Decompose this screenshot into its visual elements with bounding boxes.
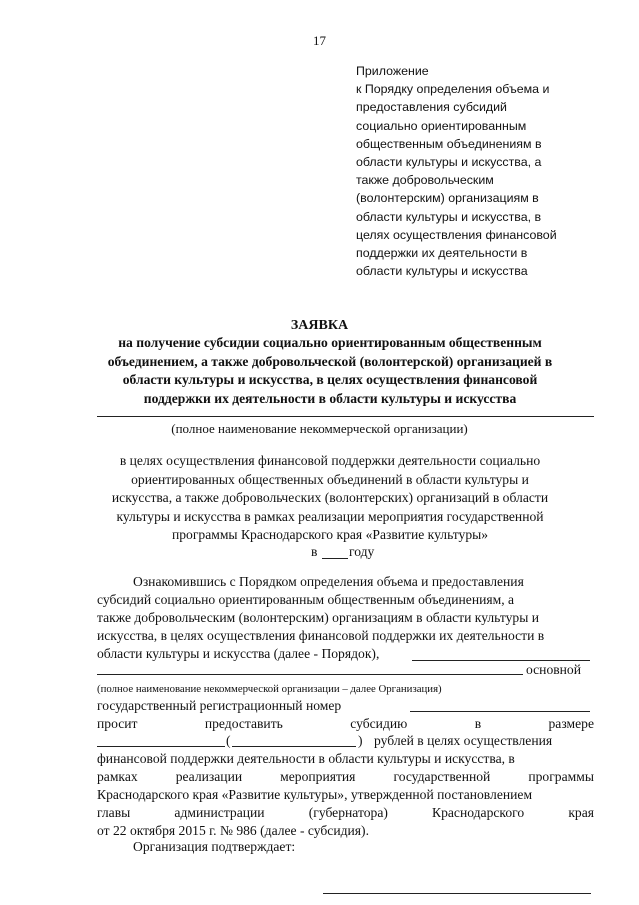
body-word: просит (97, 716, 138, 731)
appendix-line: области культуры и искусства, а (356, 155, 542, 170)
body-word: Краснодарского (432, 805, 525, 820)
body-word: (губернатора) (308, 805, 388, 820)
body-word: размере (548, 716, 594, 731)
amount-blank (97, 746, 225, 747)
body-justified-line (97, 769, 594, 785)
year-prefix: в (311, 544, 318, 559)
year-blank (322, 558, 348, 559)
body-line: государственный регистрационный номер (97, 698, 342, 713)
paren-open: ( (226, 733, 231, 748)
body-word: реализации (175, 769, 243, 784)
body-word: предоставить (204, 716, 283, 731)
org-name-line (97, 416, 594, 417)
body-word: государственной (393, 769, 491, 784)
body-word: программы (528, 769, 594, 784)
year-suffix: году (349, 544, 375, 559)
body-word: рамках (97, 769, 138, 784)
body-word: администрации (174, 805, 265, 820)
body-word: субсидию (350, 716, 408, 731)
org-blank-2 (97, 674, 523, 675)
body-line: области культуры и искусства (далее - Порядок), (97, 646, 380, 661)
reg-number-blank (410, 711, 590, 712)
appendix-line: области культуры и искусства (356, 264, 528, 279)
page-number: 17 (313, 33, 326, 48)
appendix-line: поддержки их деятельности в (356, 246, 528, 261)
subtitle-line: объединением, а также добровольческой (волонтерской) организацией в (107, 353, 553, 369)
body-line: субсидий социально ориентированным общественным объединениям, а (97, 592, 515, 607)
subtitle-line: поддержки их деятельности в области культуры и искусства (143, 390, 517, 406)
purpose-paragraph (60, 452, 600, 545)
body-word: края (568, 805, 594, 820)
body-line: финансовой поддержки деятельности в области культуры и искусства, в (97, 751, 515, 766)
body-word: мероприятия (280, 769, 356, 784)
document-title: ЗАЯВКА (290, 318, 349, 333)
paren-close: ) (358, 733, 363, 748)
appendix-line: (волонтерским) организациям в (356, 191, 539, 206)
body-justified-line (97, 716, 594, 732)
document-subtitle (60, 334, 600, 408)
amount-words-blank (232, 746, 356, 747)
body-justified-line (97, 805, 594, 821)
body-line: Краснодарского края «Развитие культуры», утвержденной постановлением (97, 787, 533, 802)
appendix-line: также добровольческим (356, 173, 494, 188)
purpose-line: программы Краснодарского края «Развитие культуры» (171, 527, 489, 543)
appendix-line: целях осуществления финансовой (356, 227, 557, 242)
org-caption-2: (полное наименование некоммерческой организации – далее Организация) (97, 683, 442, 695)
body-line: от 22 октября 2015 г. № 986 (далее - субсидия). (97, 823, 369, 838)
body-line: рублей в целях осуществления (374, 733, 553, 748)
appendix-line: Приложение (356, 64, 429, 78)
subtitle-line: на получение субсидии социально ориентированным общественным (118, 335, 542, 350)
appendix-block (356, 62, 596, 280)
body-line: Ознакомившись с Порядком определения объема и предоставления (133, 574, 524, 589)
subtitle-line: области культуры и искусства, в целях осуществления финансовой (122, 372, 538, 387)
purpose-line: ориентированных общественных объединений в области культуры и (131, 471, 529, 487)
appendix-line: общественным объединениям в (356, 136, 542, 151)
body-word: главы (97, 805, 131, 820)
body-line: Организация подтверждает: (133, 839, 296, 854)
purpose-line: в целях осуществления финансовой поддержки деятельности социально (119, 453, 541, 468)
purpose-line: культуры и искусства в рамках реализации мероприятия государственной (116, 508, 544, 524)
appendix-line: области культуры и искусства, в (356, 209, 542, 224)
body-line: также добровольческим (волонтерским) организациям в области культуры и (97, 610, 540, 625)
appendix-line: предоставления субсидий (356, 100, 507, 115)
bottom-blank-line (323, 893, 591, 894)
org-blank-1 (412, 660, 590, 661)
appendix-line: социально ориентированным (356, 118, 527, 133)
purpose-line: искусства, а также добровольческих (волонтерских) организаций в области (111, 490, 549, 506)
appendix-line: к Порядку определения объема и (356, 82, 550, 97)
body-word: основной (526, 662, 582, 677)
org-name-caption: (полное наименование некоммерческой организации) (171, 421, 468, 436)
body-line: искусства, в целях осуществления финансовой поддержки их деятельности в (97, 628, 545, 643)
body-word: в (474, 716, 482, 731)
